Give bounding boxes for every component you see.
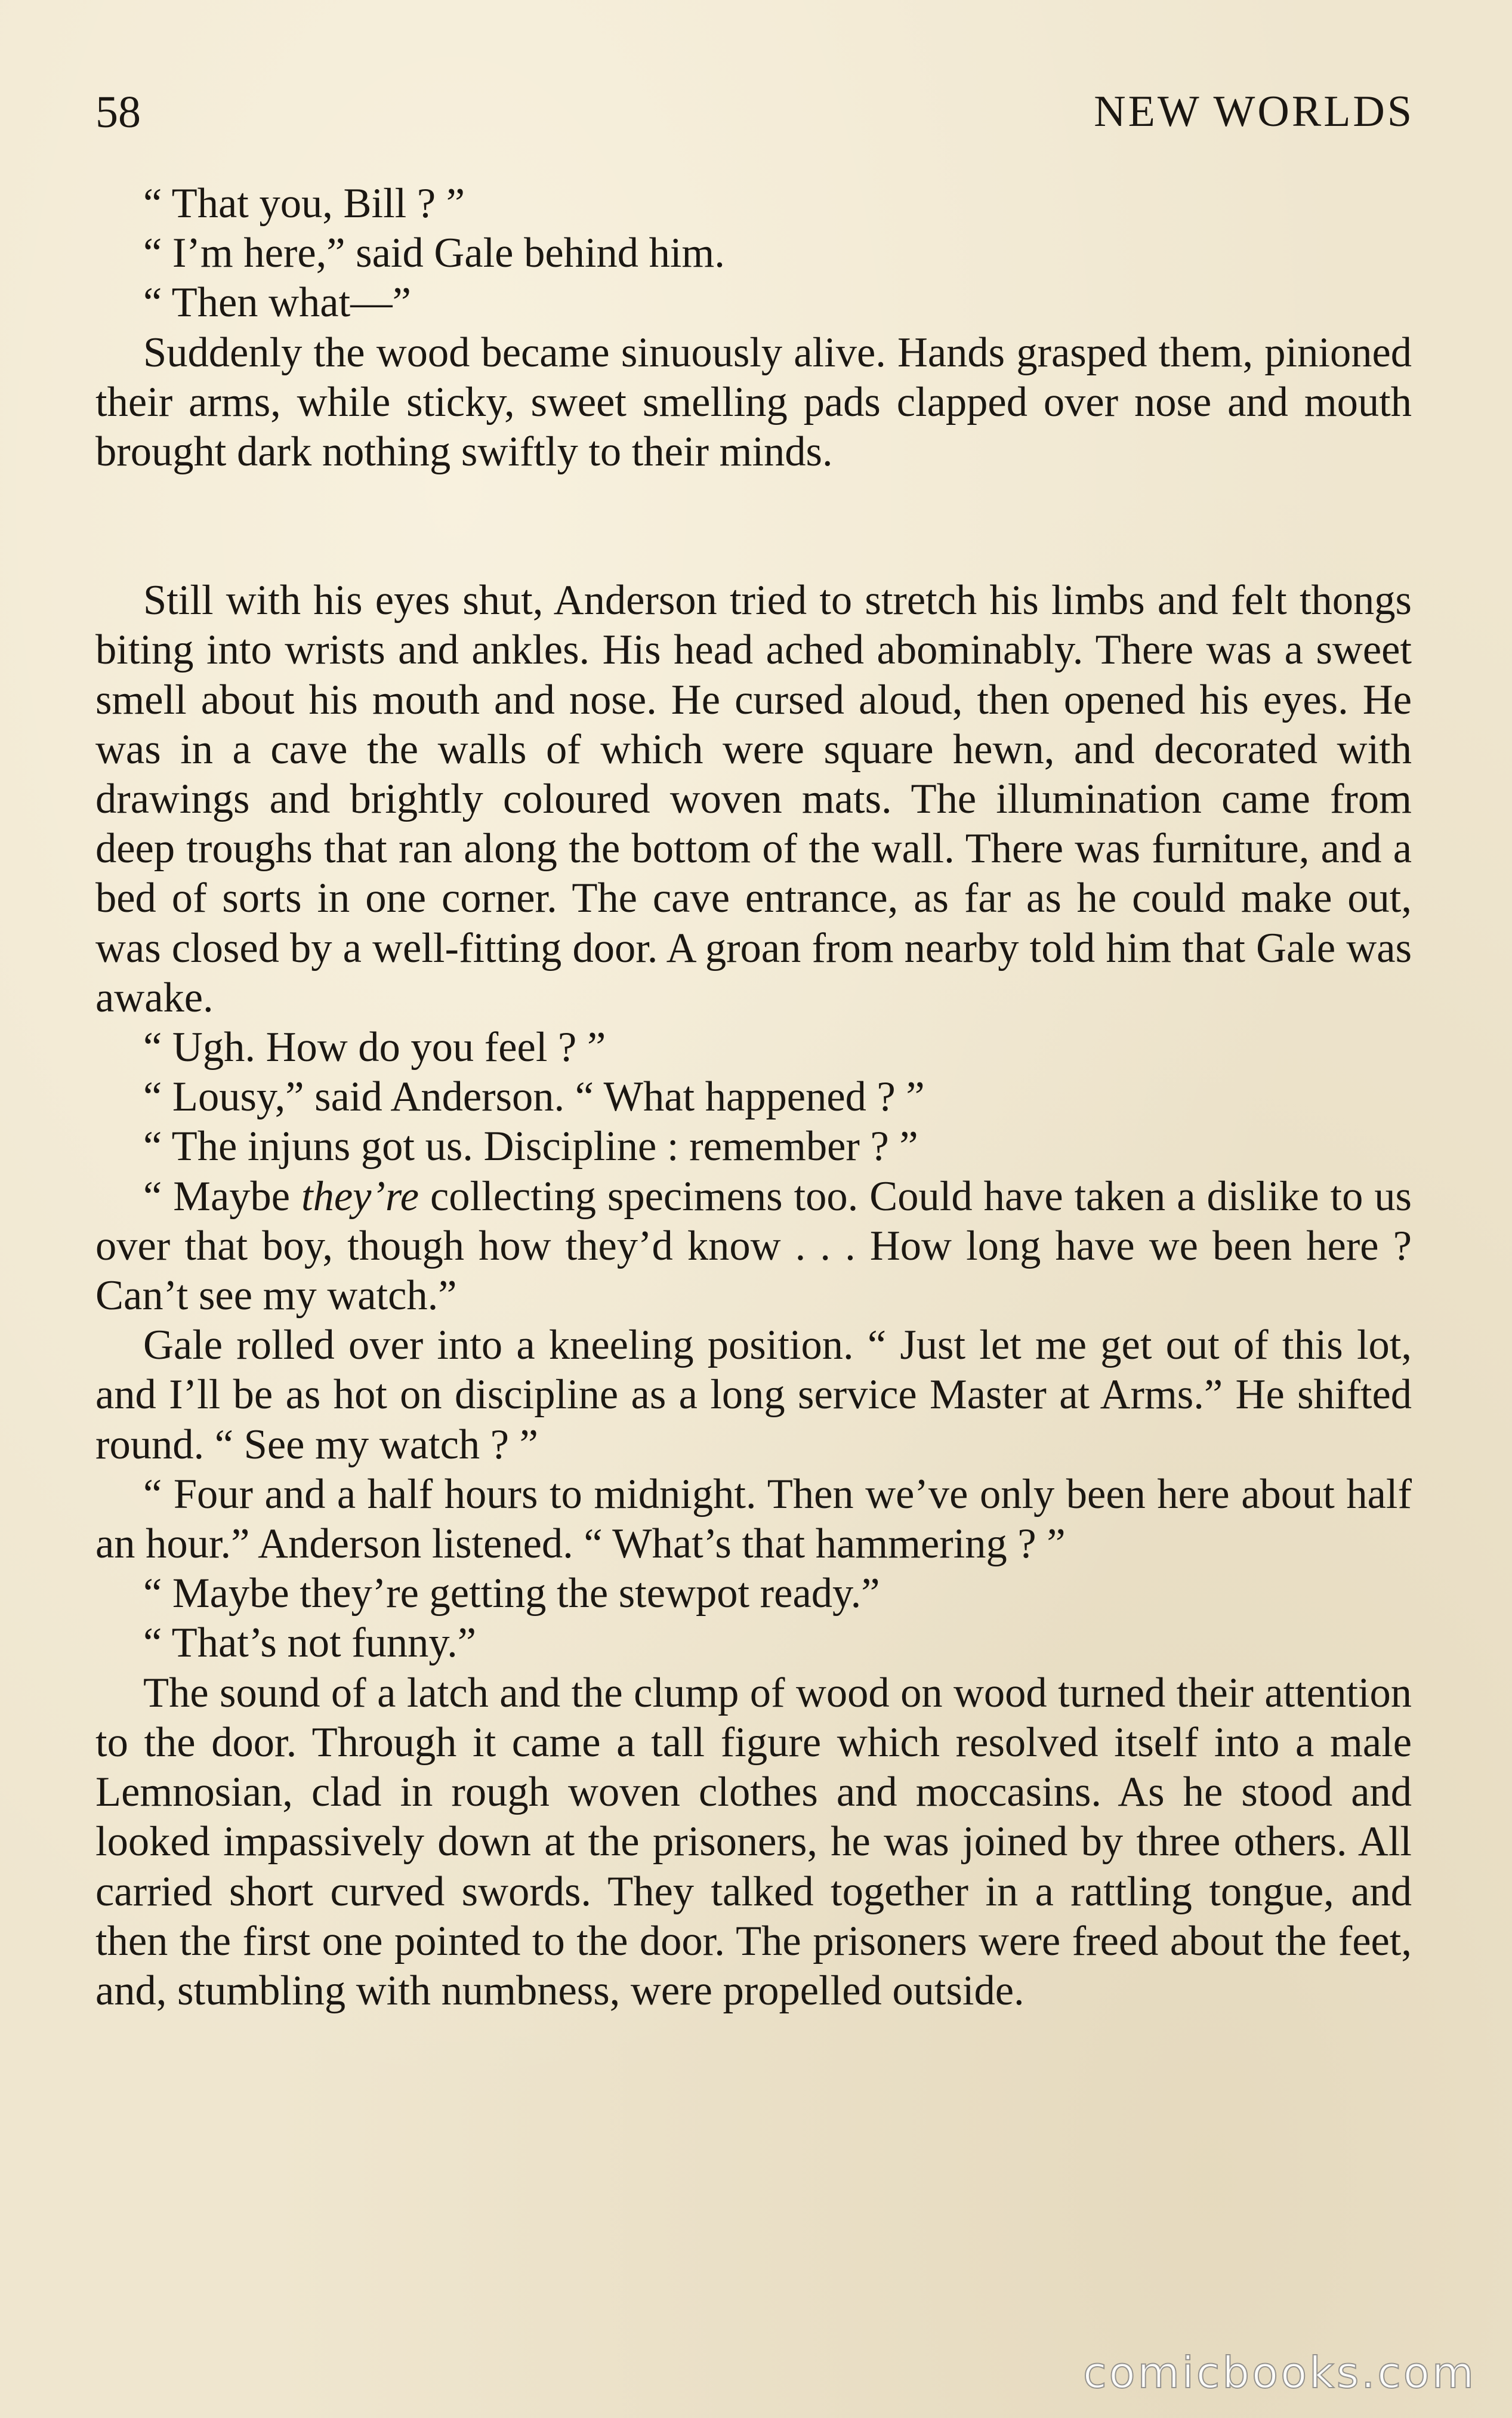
paragraph-text: “ Maybe <box>143 1173 301 1220</box>
italic-word: they’re <box>301 1173 419 1220</box>
watermark: comicbooks.com <box>1082 2348 1476 2398</box>
paragraph: Still with his eyes shut, Anderson tried to stretch his limbs and felt thongs biting into wrists and ankles. His head ached abominably. There was a sweet smell about his mouth and nose. He cursed aloud, then opened his eyes. He was in a cave the walls of which were square hewn, and decorated with drawings and brightly coloured woven mats. The illumination came from deep troughs that ran along the bottom of the wall. There was furniture, and a bed of sorts in one corner. The cave entrance, as far as he could make out, was closed by a well-fitting door. A groan from nearby told him that Gale was awake. <box>95 577 1412 1021</box>
body-text <box>95 179 1412 2016</box>
paragraph: “ That you, Bill ? ” <box>143 180 465 227</box>
paragraph: “ Lousy,” said Anderson. “ What happened ? ” <box>143 1074 925 1121</box>
paragraph: “ Four and a half hours to midnight. Then we’ve only been here about half an hour.” Anderson listened. “ What’s that hammering ? ” <box>95 1470 1412 1568</box>
paragraph-text: collecting specimens too. Could have taken a dislike to us over that boy, though how they’d know . . . How long have we been here ? Can’t see my watch.” <box>95 1173 1412 1319</box>
paragraph: Gale rolled over into a kneeling position. “ Just let me get out of this lot, and I’ll be as hot on discipline as a long service Master at Arms.” He shifted round. “ See my watch ? ” <box>95 1322 1412 1468</box>
paragraph: “ Ugh. How do you feel ? ” <box>143 1024 606 1071</box>
paragraph: “ The injuns got us. Discipline : remember ? ” <box>143 1123 918 1170</box>
paragraph <box>95 1172 1412 1321</box>
running-title: NEW WORLDS <box>1094 87 1414 136</box>
paragraph: “ That’s not funny.” <box>143 1620 477 1667</box>
section-break <box>95 477 1412 576</box>
paragraph: Suddenly the wood became sinuously alive. Hands grasped them, pinioned their arms, while sticky, sweet smelling pads clapped over nose and mouth brought dark nothing swiftly to their minds. <box>95 329 1412 476</box>
paragraph: “ I’m here,” said Gale behind him. <box>143 230 725 277</box>
paragraph: “ Then what—” <box>143 279 411 326</box>
page-number: 58 <box>95 87 141 137</box>
paragraph: “ Maybe they’re getting the stewpot ready.” <box>143 1570 880 1617</box>
paragraph: The sound of a latch and the clump of wood on wood turned their attention to the door. Through it came a tall figure which resolved itself into a male Lemnosian, clad in rough woven clothes and moccasins. As he stood and looked impassively down at the prisoners, he was joined by three others. All carried short curved swords. They talked together in a rattling tongue, and then the first one pointed to the door. The prisoners were freed about the feet, and, stumbling with numbness, were propelled outside. <box>95 1669 1412 2014</box>
